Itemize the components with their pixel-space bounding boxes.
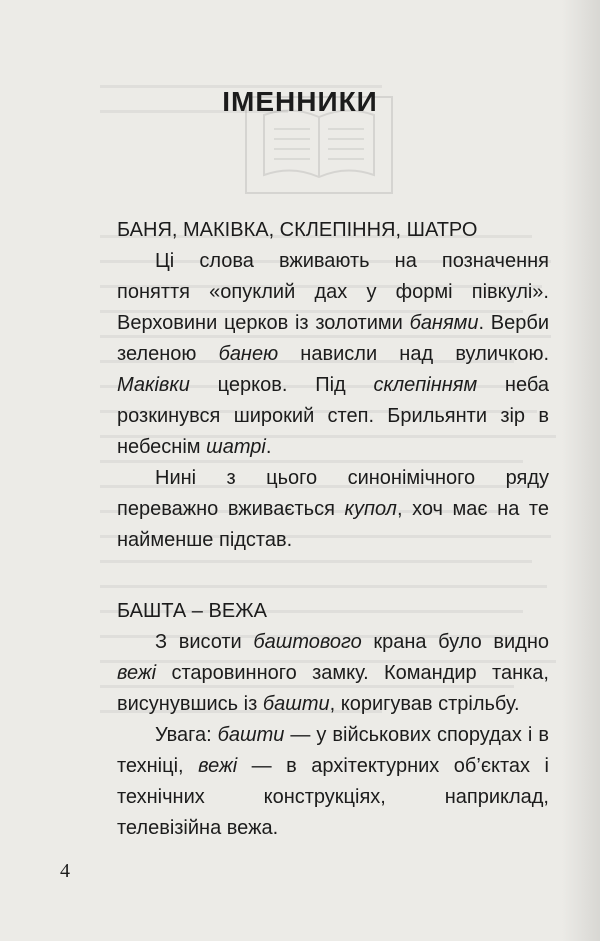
italic-term: вежі <box>117 662 157 684</box>
paragraph <box>117 246 549 463</box>
italic-term: башти <box>217 724 285 746</box>
italic-term: шатрі <box>206 436 266 458</box>
italic-term: вежі <box>198 755 238 777</box>
text-run: З висоти <box>155 631 254 653</box>
text-run: Нині з цього синонімічного ряду переважно вживається <box>117 467 549 520</box>
text-run: . Верби зеленою <box>117 312 549 365</box>
page-title: ІМЕННИКИ <box>222 86 378 117</box>
text-run: церков. Під <box>189 374 374 396</box>
italic-term: башти <box>262 693 330 715</box>
paragraph <box>117 463 549 556</box>
paragraph <box>117 720 549 844</box>
page-edge-shadow <box>562 0 600 941</box>
italic-term: склепінням <box>373 374 478 396</box>
italic-term: банями <box>409 312 479 334</box>
article-body <box>117 215 549 844</box>
text-run: . <box>265 436 272 458</box>
page-number: 4 <box>60 860 70 882</box>
text-run: неба розкинувся широкий степ. Брильянти зір в небеснім <box>117 374 549 458</box>
text-run: — в архітектурних об’єктах і технічних конструкціях, наприклад, телевізійна вежа. <box>117 755 549 839</box>
text-run: , коригував стрільбу. <box>329 693 520 715</box>
text-run: — у військових спорудах і в техніці, <box>117 724 549 777</box>
section-spacer <box>117 556 549 596</box>
text-run: старовинного замку. Командир танка, висунувшись із <box>117 662 549 715</box>
text-run: Ці слова вживають на позначення поняття «опуклий дах у формі півкулі». Верховини церков із золотими <box>117 250 549 334</box>
italic-term: Маківки <box>117 374 190 396</box>
text-run: крана було видно <box>361 631 549 653</box>
section-heading: БАНЯ, МАКІВКА, СКЛЕПІННЯ, ШАТРО <box>117 219 478 241</box>
section-heading: БАШТА – ВЕЖА <box>117 600 267 622</box>
italic-term: баштового <box>253 631 362 653</box>
italic-term: банею <box>218 343 279 365</box>
text-run: Увага: <box>155 724 218 746</box>
text-run: нависли над вуличкою. <box>278 343 549 365</box>
text-run: , хоч має на те найменше підстав. <box>117 498 549 551</box>
italic-term: купол <box>344 498 397 520</box>
paragraph <box>117 627 549 720</box>
